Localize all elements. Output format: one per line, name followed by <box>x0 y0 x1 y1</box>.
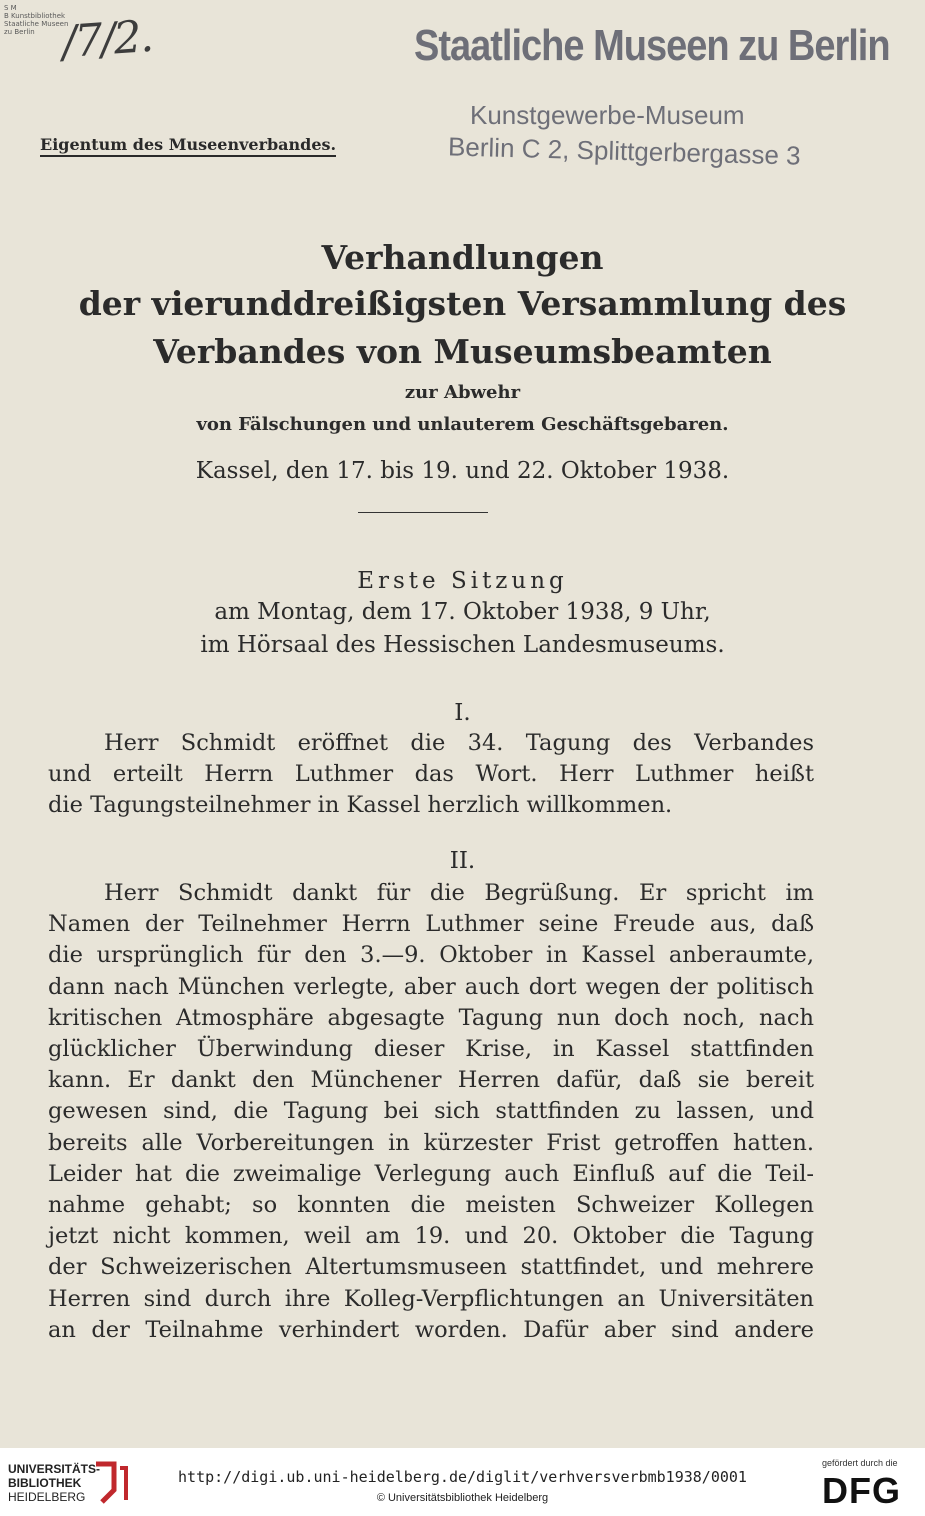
session-location: im Hörsaal des Hessischen Landesmuseums. <box>200 632 725 658</box>
section-numeral: II. <box>449 848 476 874</box>
paragraph-line: an der Teilnahme verhindert worden. Dafür aber sind andere <box>48 1316 814 1343</box>
paragraph-line: kann. Er dankt den Münchener Herren dafür, daß sie bereit <box>48 1067 814 1094</box>
paragraph-line: bereits alle Vorbereitungen in kürzester Frist getroffen hatten. <box>48 1129 814 1156</box>
paragraph-line: dann nach München verlegte, aber auch dort wegen der politisch <box>48 973 814 1000</box>
paragraph-line: glücklicher Überwindung dieser Krise, in Kassel stattfinden <box>48 1036 814 1063</box>
stamp-line-museum: Staatliche Museen zu Berlin <box>414 22 890 71</box>
corner-stamp-line: S M <box>4 4 17 12</box>
section-numeral: I. <box>454 700 471 726</box>
divider <box>358 512 488 513</box>
museum-ownership-stamp <box>410 22 890 182</box>
paragraph-line: gewesen sind, die Tagung bei sich stattfinden zu lassen, und <box>48 1098 814 1125</box>
paragraph-line: jetzt nicht kommen, weil am 19. und 20. Oktober die Tagung <box>48 1223 814 1250</box>
library-corner-stamp <box>4 4 68 36</box>
subtitle-line-1: zur Abwehr <box>404 382 521 403</box>
paragraph-line: die ursprünglich für den 3.—9. Oktober in Kassel anberaumte, <box>48 942 814 969</box>
title-line-2: der vierunddreißigsten Versammlung des <box>78 284 847 323</box>
dfg-logo[interactable]: DFG <box>822 1470 901 1511</box>
paragraph-line: Namen der Teilnehmer Herrn Luthmer seine Freude aus, daß <box>48 911 814 938</box>
handwritten-number: /7/2. <box>60 10 154 69</box>
subtitle-line-2: von Fälschungen und unlauterem Geschäftsgebaren. <box>196 414 729 435</box>
section-paragraph <box>48 728 814 822</box>
permalink-url[interactable]: http://digi.ub.uni-heidelberg.de/diglit/verhversverbmb1938/0001 <box>178 1468 747 1486</box>
library-name-line: BIBLIOTHEK <box>8 1476 82 1490</box>
paragraph-line: nahme gehabt; so konnten die meisten Schweizer Kollegen <box>48 1192 814 1219</box>
paragraph-line: die Tagungsteilnehmer in Kassel herzlich willkommen. <box>48 792 673 819</box>
paragraph-line: Herr Schmidt dankt für die Begrüßung. Er spricht im <box>104 880 814 906</box>
copyright-note: © Universitätsbibliothek Heidelberg <box>376 1492 549 1504</box>
paragraph-line: Herren sind durch ihre Kolleg-Verpflichtungen an Universitäten <box>48 1285 814 1312</box>
paragraph-line: Leider hat die zweimalige Verlegung auch Einfluß auf die Teil- <box>48 1160 814 1187</box>
paragraph-line: kritischen Atmosphäre abgesagte Tagung nun doch noch, nach <box>48 1004 814 1031</box>
paragraph-line: Herr Schmidt eröffnet die 34. Tagung des Verbandes <box>104 730 814 756</box>
session-title: Erste Sitzung <box>357 568 568 594</box>
corner-stamp-line: Staatliche Museen <box>4 20 69 28</box>
funding-note: gefördert durch die <box>822 1458 898 1468</box>
corner-stamp-line: B Kunstbibliothek <box>4 12 66 20</box>
paragraph-line: der Schweizerischen Altertumsmuseen stattfindet, und mehrere <box>48 1254 814 1281</box>
owner-note: Eigentum des Museenverbandes. <box>40 135 336 157</box>
corner-stamp-line: zu Berlin <box>4 28 35 36</box>
library-name-line: UNIVERSITÄTS- <box>8 1462 101 1476</box>
session-date: am Montag, dem 17. Oktober 1938, 9 Uhr, <box>214 599 711 625</box>
place-date: Kassel, den 17. bis 19. und 22. Oktober 1938. <box>195 458 730 484</box>
stamp-line-department: Kunstgewerbe-Museum <box>470 100 745 130</box>
section-paragraph <box>48 878 814 1346</box>
paragraph-line: und erteilt Herrn Luthmer das Wort. Herr Luthmer heißt <box>48 761 814 788</box>
title-line-3: Verbandes von Museumsbeamten <box>153 332 772 371</box>
title-line-1: Verhandlungen <box>321 238 604 277</box>
library-name-line: HEIDELBERG <box>8 1490 86 1504</box>
stamp-line-address: Berlin C 2, Splittgerbergasse 3 <box>447 131 801 171</box>
viewer-footer <box>0 1448 925 1516</box>
